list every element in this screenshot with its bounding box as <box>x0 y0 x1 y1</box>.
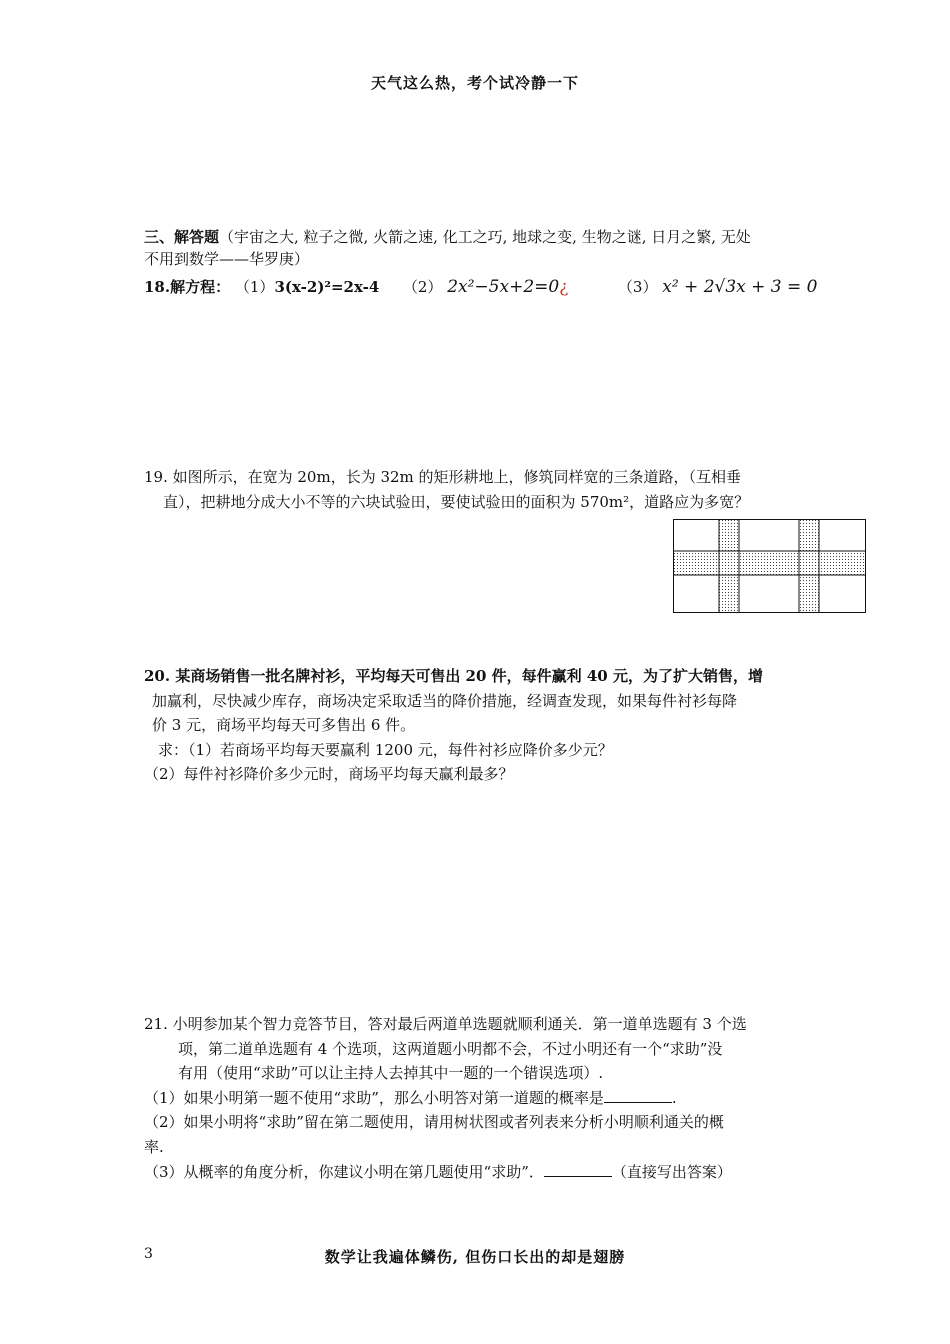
vertical-road-right <box>799 520 819 613</box>
section-quote-line2: 不用到数学——华罗庚） <box>144 250 310 268</box>
q21-part1-end: . <box>671 1089 677 1107</box>
q21-part1 <box>144 1087 677 1108</box>
page-footer: 数学让我遍体鳞伤, 但伤口长出的却是翅膀 <box>324 1248 626 1266</box>
q18-part1-label: （1） <box>234 278 275 296</box>
page-number: 3 <box>144 1246 153 1262</box>
q20-line3: 价 3 元，商场平均每天可多售出 6 件。 <box>152 716 416 734</box>
q21-part3 <box>144 1161 732 1182</box>
q19-line1: 19. 如图所示，在宽为 20m，长为 32m 的矩形耕地上，修筑同样宽的三条道路，（互相垂 <box>144 468 742 486</box>
q20-line2: 加赢利，尽快减少库存，商场决定采取适当的降价措施，经调查发现，如果每件衬衫每降 <box>152 692 738 710</box>
q19-line2: 直），把耕地分成大小不等的六块试验田，要使试验田的面积为 570m²，道路应为多宽？ <box>163 493 750 511</box>
q20-line1: 20. 某商场销售一批名牌衬衫，平均每天可售出 20 件，每件赢利 40 元，为了扩大销售，增 <box>144 667 763 685</box>
q20-line4: 求：（1）若商场平均每天要赢利 1200 元，每件衬衫应降价多少元？ <box>158 741 613 759</box>
q21-part3-text: （3）从概率的角度分析，你建议小明在第几题使用“求助”． <box>144 1163 544 1181</box>
question-18 <box>144 276 817 297</box>
section-title: 三、解答题 <box>144 228 220 246</box>
q18-part1-equation: 3(x-2)²=2x-4 <box>274 278 380 296</box>
q21-part3-end: （直接写出答案） <box>611 1163 732 1181</box>
q21-line5: （2）如果小明将“求助”留在第二题使用，请用树状图或者列表来分析小明顺利通关的概 <box>144 1113 724 1131</box>
q21-line3: 有用（使用“求助”可以让主持人去掉其中一题的一个错误选项）. <box>178 1064 604 1082</box>
section-heading <box>144 226 751 247</box>
horizontal-road <box>674 551 866 575</box>
q18-part2-equation: 2x²−5x+2=0 <box>447 277 560 297</box>
q18-label: 18.解方程： <box>144 278 231 296</box>
q18-part2-glyph: ¿ <box>559 277 569 297</box>
vertical-road-left <box>719 520 739 613</box>
answer-blank-1[interactable] <box>604 1101 672 1103</box>
q21-line2: 项，第二道单选题有 4 个选项，这两道题小明都不会，不过小明还有一个“求助”没 <box>178 1040 723 1058</box>
page-header: 天气这么热，考个试冷静一下 <box>370 74 579 92</box>
q21-line1: 21. 小明参加某个智力竞答节目，答对最后两道单选题就顺利通关．第一道单选题有 3 个选 <box>144 1015 747 1033</box>
farmland-diagram <box>673 519 866 613</box>
q18-part2-label: （2） <box>402 278 443 296</box>
q18-part3-equation: x² + 2√3x + 3 = 0 <box>662 277 818 297</box>
answer-blank-3[interactable] <box>544 1175 612 1177</box>
q20-line5: （2）每件衬衫降价多少元时，商场平均每天赢利最多？ <box>144 765 514 783</box>
q18-part3-label: （3） <box>617 278 658 296</box>
q21-part1-text: （1）如果小明第一题不使用“求助”，那么小明答对第一道题的概率是 <box>144 1089 604 1107</box>
q21-line6: 率. <box>144 1138 164 1156</box>
section-quote-line1: （宇宙之大, 粒子之微, 火箭之速, 化工之巧, 地球之变, 生物之谜, 日月之繁, 无处 <box>219 228 751 246</box>
